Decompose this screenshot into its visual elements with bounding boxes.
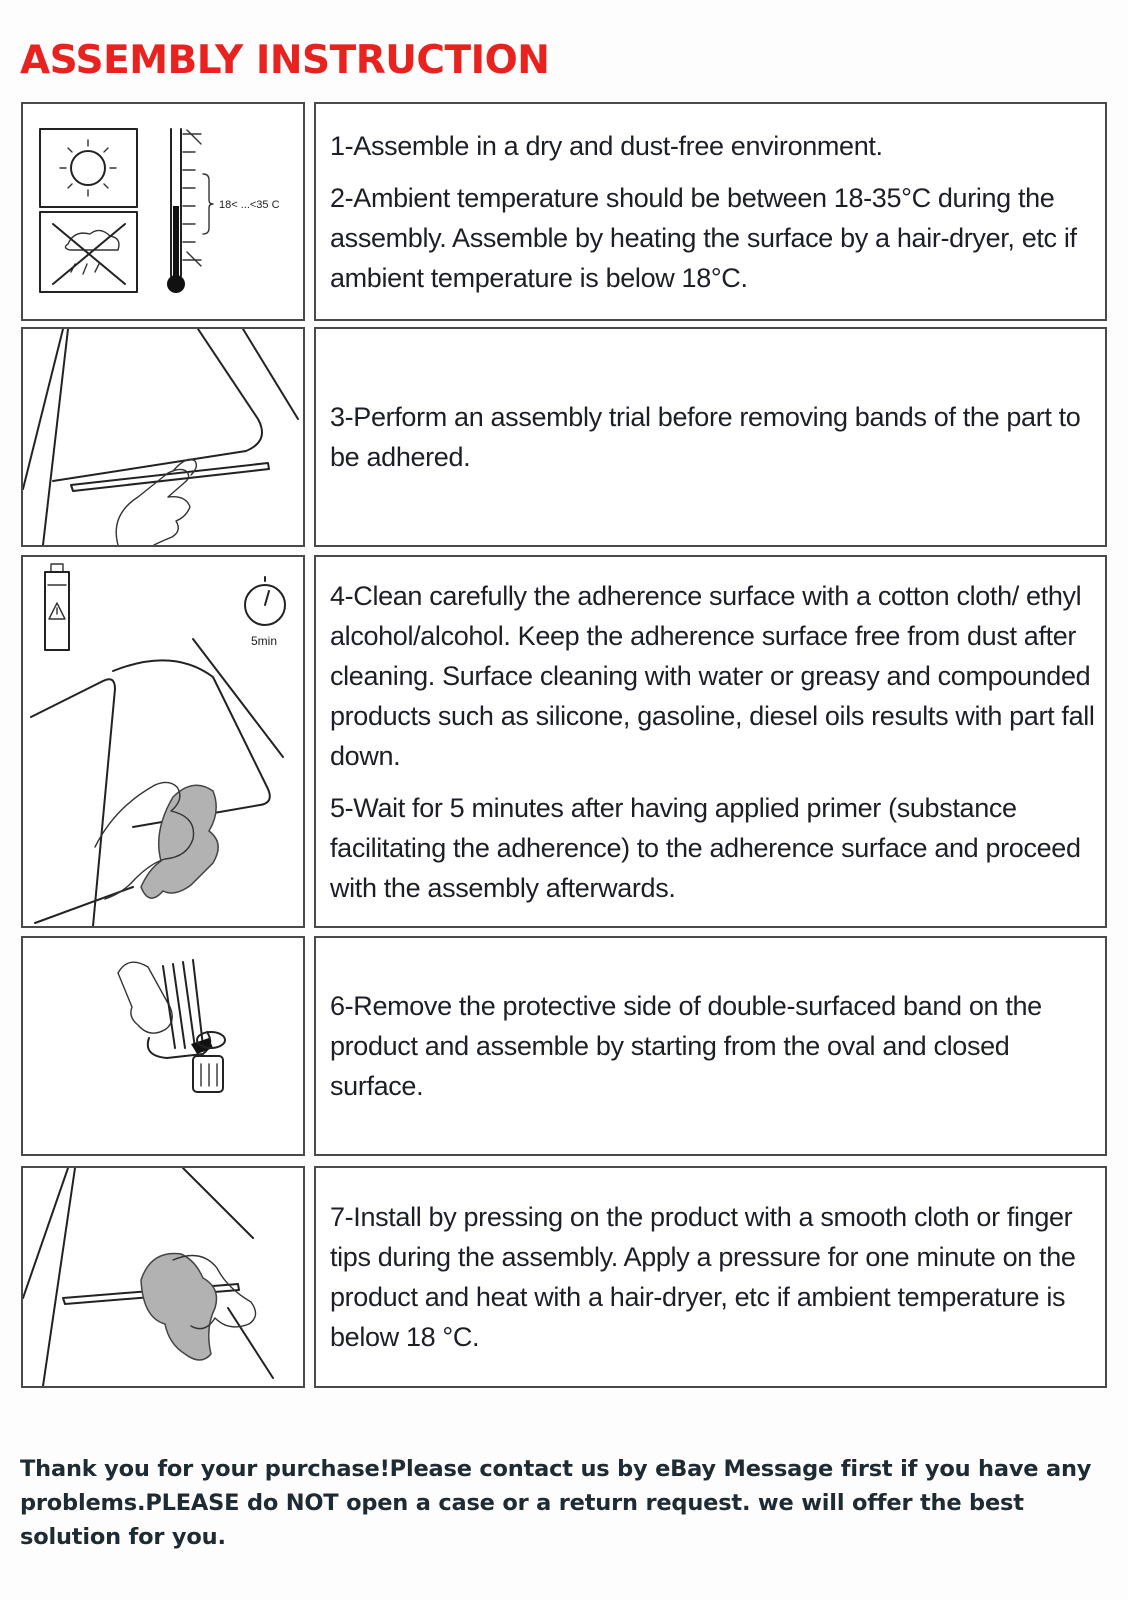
step-2-paragraph: 2-Ambient temperature should be between 18-35°C during the assembly. Assemble by heating the surface by a hair-dryer, etc if ambient temperature is below 18°C.: [330, 182, 1077, 293]
step-3-paragraph: 3-Perform an assembly trial before removing bands of the part to be adhered.: [330, 402, 1081, 472]
illustration-remove-tape: [21, 936, 305, 1156]
step-1-paragraph: 1-Assemble in a dry and dust-free environment.: [330, 130, 883, 161]
temperature-range-label: 18< ...<35 C: [219, 199, 280, 211]
page-title: ASSEMBLY INSTRUCTION: [20, 38, 550, 83]
thermometer-icon: [167, 129, 213, 293]
step-6-paragraph: 6-Remove the protective side of double-surfaced band on the product and assemble by starting from the oval and closed surface.: [330, 991, 1042, 1101]
step-text-1: [314, 102, 1107, 321]
step-row-1: [21, 102, 1107, 321]
step-row-4: [21, 936, 1107, 1156]
step-row-3: [21, 555, 1107, 928]
step-5-paragraph: 5-Wait for 5 minutes after having applied primer (substance facilitating the adherence) to the adherence surface and proceed with the assembly afterwards.: [330, 792, 1081, 903]
warning-icon: [49, 603, 65, 619]
illustration-press-install: [21, 1166, 305, 1388]
step-row-2: [21, 327, 1107, 547]
step-text-3: [314, 555, 1107, 928]
stopwatch-icon: [245, 577, 285, 625]
step-4-paragraph: 4-Clean carefully the adherence surface with a cotton cloth/ ethyl alcohol/alcohol. Keep the adherence surface free from dust after cleaning. Surface cleaning with water or greasy and compounded products such as silicone, gasoline, diesel oils results with part fall down.: [330, 580, 1095, 771]
step-text-4: [314, 936, 1107, 1156]
sun-icon: [40, 129, 137, 207]
illustration-dry-environment: [21, 102, 305, 321]
illustration-cleaning: [21, 555, 305, 928]
step-text-2: [314, 327, 1107, 547]
step-row-5: [21, 1166, 1107, 1388]
illustration-assembly-trial: [21, 327, 305, 547]
no-rain-icon: [40, 212, 137, 292]
step-7-paragraph: 7-Install by pressing on the product with a smooth cloth or finger tips during the assembly. Apply a pressure for one minute on the product and heat with a hair-dryer, etc if ambient temperature is below 18 °C.: [330, 1202, 1076, 1352]
timer-label: 5min: [251, 634, 278, 648]
alcohol-bottle-icon: [45, 564, 69, 650]
footer-message: Thank you for your purchase!Please contact us by eBay Message first if you have any problems.PLEASE do NOT open a case or a return request. we will offer the best solution for you.: [20, 1456, 1092, 1550]
step-text-5: [314, 1166, 1107, 1388]
